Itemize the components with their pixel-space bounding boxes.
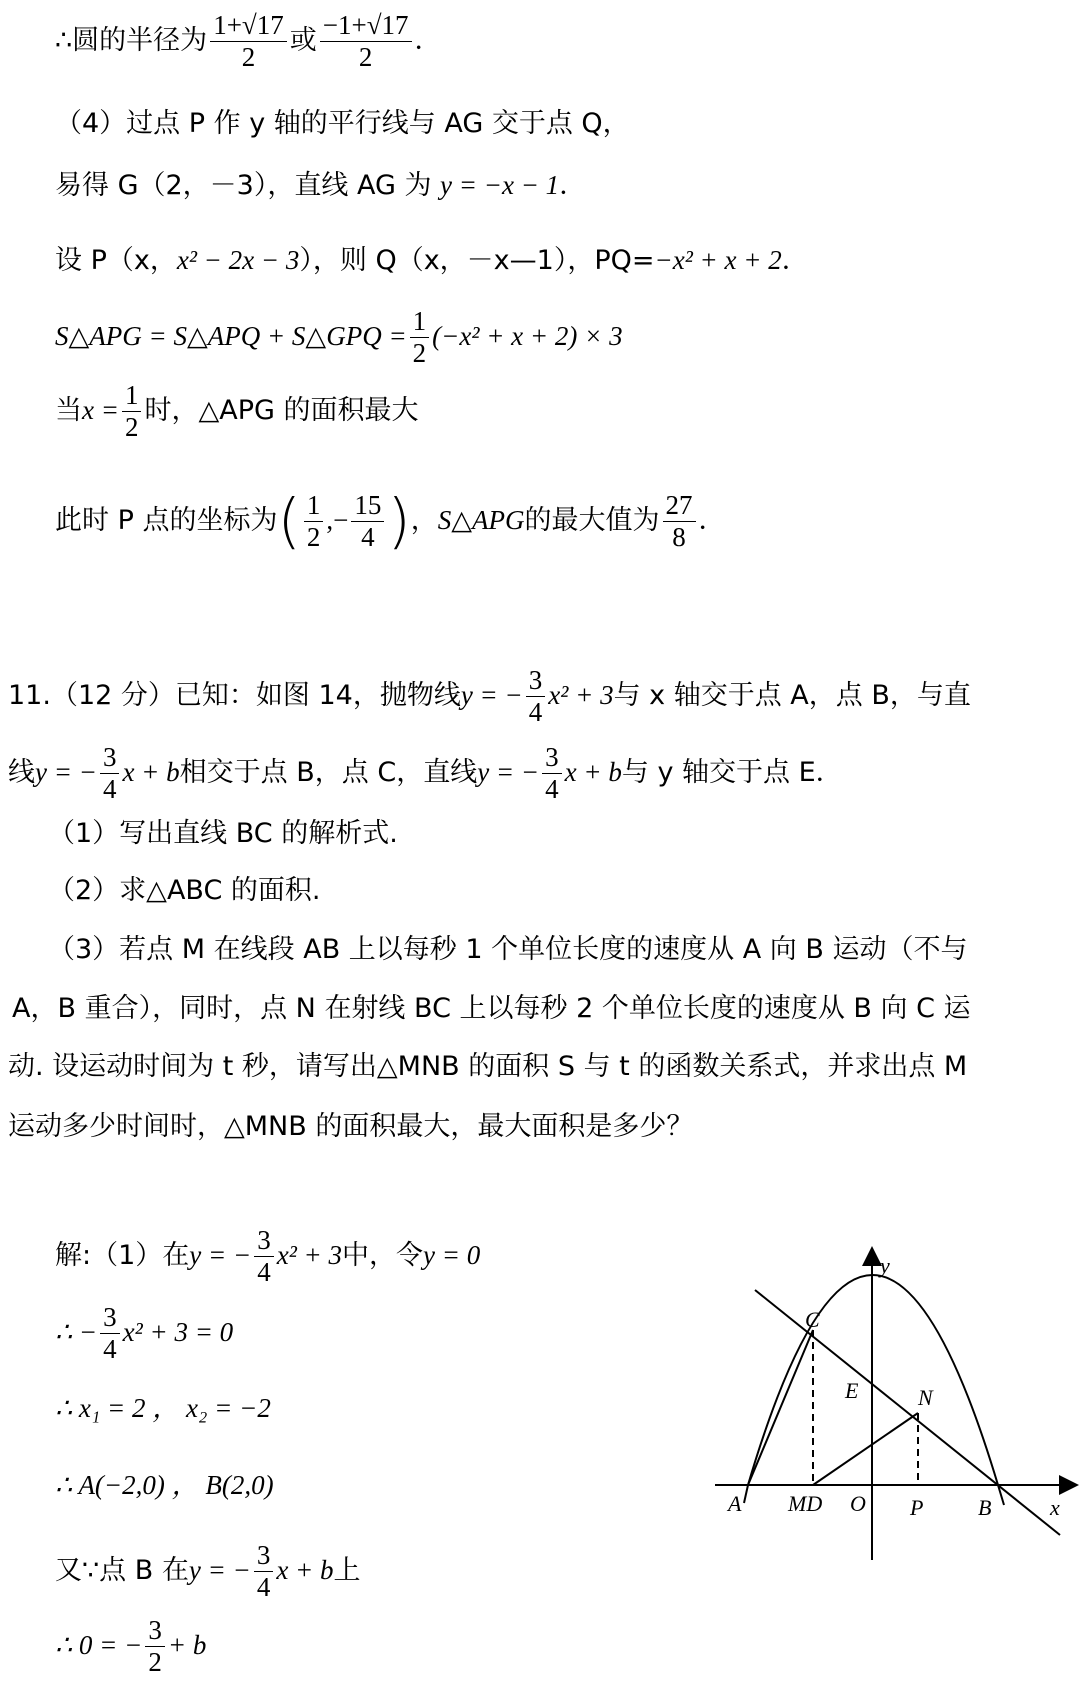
fraction: $\frac{1}{2}$ — [122, 380, 142, 443]
p-coordinate-line: 此时 P 点的坐标为( $\frac{1}{2}$ ,− $\frac{15}{4}$ )，S△APG的最大值为 $\frac{27}{8}$ ． — [55, 486, 726, 557]
solution-line6: ∴ 0 = − $\frac{3}{2}$ + b — [55, 1615, 207, 1678]
solution-line1: 解:（1）在y = − $\frac{3}{4}$ x² + 3中，令y = 0 — [55, 1225, 481, 1288]
part-1: （1）写出直线 BC 的解析式. — [48, 818, 398, 849]
solution-line5: 又∵点 B 在y = − $\frac{3}{4}$ x + b上 — [55, 1540, 361, 1603]
label-n: N — [918, 1385, 933, 1410]
parabola-left-tail — [744, 1485, 748, 1503]
max-area-line: 当x = $\frac{1}{2}$ 时，△APG 的面积最大 — [55, 380, 419, 443]
label-p: P — [910, 1495, 924, 1520]
label-b: B — [978, 1495, 992, 1520]
parabola-figure — [700, 1235, 1080, 1565]
area-formula-line: S△APG = S△APQ + S△GPQ = $\frac{1}{2}$ (−x² + x + 2) × 3 — [55, 306, 623, 369]
label-x: x — [1050, 1495, 1060, 1520]
fraction: $\frac{-1+√17}{2}$ — [320, 10, 412, 73]
segment-ac — [748, 1330, 813, 1485]
radius-line: ∴圆的半径为 $\frac{1+√17}{2}$ 或 $\frac{-1+√17}{2}$ ． — [55, 10, 442, 73]
label-md: MD — [788, 1491, 823, 1516]
part-3-line4: 运动多少时间时，△MNB 的面积最大，最大面积是多少？ — [8, 1111, 694, 1142]
label-o: O — [850, 1491, 866, 1516]
parabola-curve — [748, 1275, 1004, 1505]
set-p-line: 设 P（x，x² − 2x − 3），则 Q（x，－x—1），PQ=−x² + x + 2． — [55, 245, 809, 276]
solution-line4: ∴ A(−2,0) ， B(2,0) — [55, 1470, 274, 1500]
label-e: E — [845, 1378, 859, 1403]
segment-mn — [813, 1413, 918, 1485]
point-g-line: 易得 G（2，－3），直线 AG 为 y = −x − 1． — [55, 170, 587, 201]
solution-line2: ∴ − $\frac{3}{4}$ x² + 3 = 0 — [55, 1302, 234, 1365]
question-11-line1: 11.（12 分）已知：如图 14，抛物线y = − $\frac{3}{4}$ x² + 3与 x 轴交于点 A，点 B，与直 — [8, 665, 971, 728]
part-3-line2: A，B 重合），同时，点 N 在射线 BC 上以每秒 2 个单位长度的速度从 B 向 C 运 — [12, 993, 971, 1024]
solution-line3: ∴ x₁ = 2 ， x₂ = −2 — [55, 1393, 271, 1423]
label-a: A — [728, 1491, 742, 1516]
question-11-line2: 线y = − $\frac{3}{4}$ x + b相交于点 B，点 C，直线y = − $\frac{3}{4}$ x + b与 y 轴交于点 E． — [8, 742, 843, 805]
step4-line: （4）过点 P 作 y 轴的平行线与 AG 交于点 Q， — [55, 108, 630, 139]
part-2: （2）求△ABC 的面积. — [48, 875, 321, 906]
label-y: y — [880, 1253, 890, 1278]
label-c: C — [805, 1307, 820, 1332]
fraction: $\frac{1+√17}{2}$ — [210, 10, 287, 73]
fraction: $\frac{1}{2}$ — [410, 306, 430, 369]
part-3-line1: （3）若点 M 在线段 AB 上以每秒 1 个单位长度的速度从 A 向 B 运动（不与 — [48, 934, 968, 965]
part-3-line3: 动. 设运动时间为 t 秒，请写出△MNB 的面积 S 与 t 的函数关系式，并求出点 M — [8, 1051, 968, 1082]
